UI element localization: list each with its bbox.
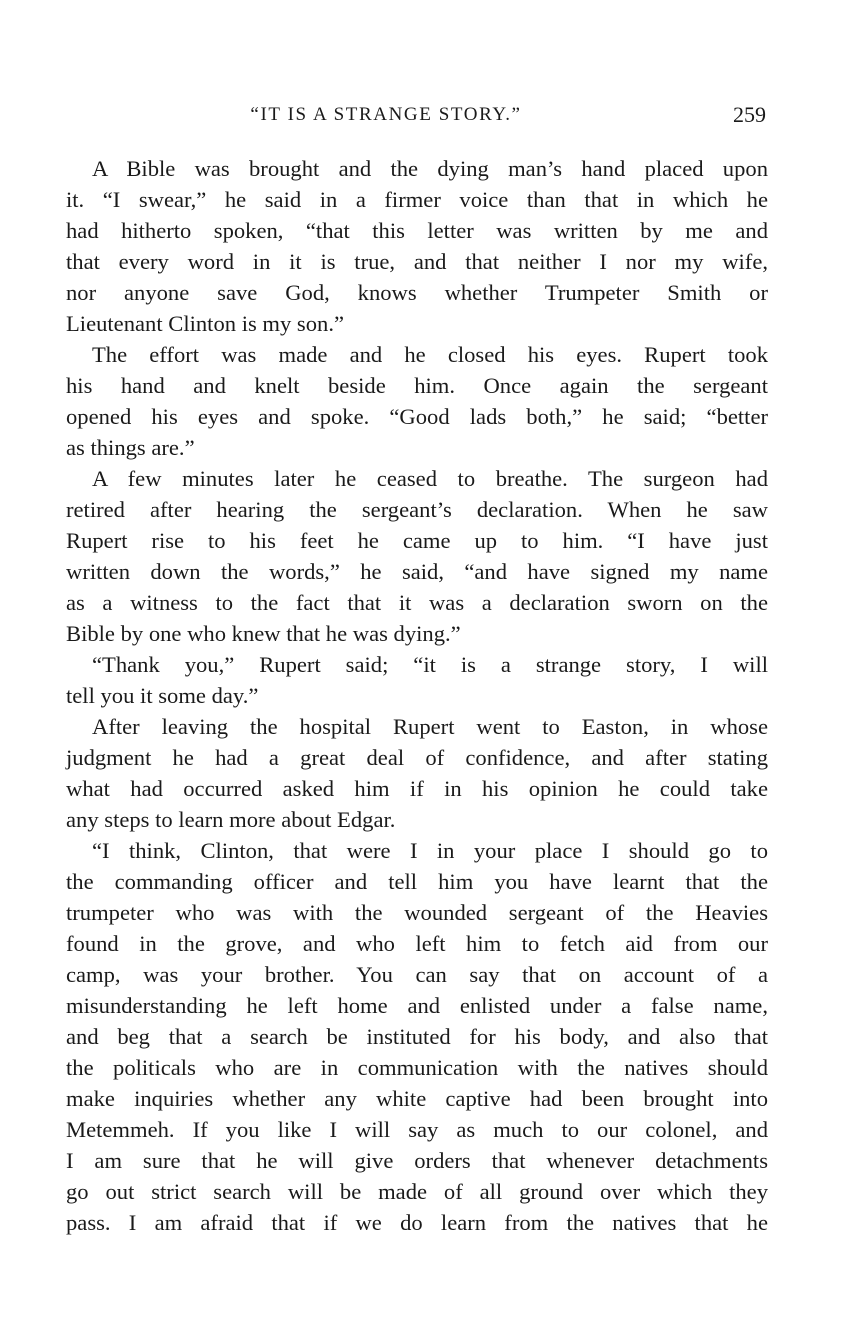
running-head: “IT IS A STRANGE STORY.” bbox=[250, 104, 522, 125]
text-line: and beg that a search be instituted for his body, and also that bbox=[66, 1024, 768, 1049]
text-line: “I think, Clinton, that were I in your place I should go to bbox=[92, 838, 768, 863]
text-line: Lieutenant Clinton is my son.” bbox=[66, 311, 344, 336]
text-line: Bible by one who knew that he was dying.” bbox=[66, 621, 461, 646]
page-header bbox=[66, 104, 766, 134]
text-line: pass. I am afraid that if we do learn from the natives that he bbox=[66, 1210, 768, 1235]
text-line: that every word in it is true, and that neither I nor my wife, bbox=[66, 249, 768, 274]
text-line: judgment he had a great deal of confidence, and after stating bbox=[66, 745, 768, 770]
text-line: as a witness to the fact that it was a declaration sworn on the bbox=[66, 590, 768, 615]
text-line: A few minutes later he ceased to breathe. The surgeon had bbox=[92, 466, 768, 491]
text-line: retired after hearing the sergeant’s declaration. When he saw bbox=[66, 497, 768, 522]
text-line: “Thank you,” Rupert said; “it is a strange story, I will bbox=[92, 652, 768, 677]
text-line: nor anyone save God, knows whether Trumpeter Smith or bbox=[66, 280, 768, 305]
text-line: A Bible was brought and the dying man’s hand placed upon bbox=[92, 156, 768, 181]
text-line: as things are.” bbox=[66, 435, 195, 460]
text-line: camp, was your brother. You can say that on account of a bbox=[66, 962, 768, 987]
text-line: Rupert rise to his feet he came up to him. “I have just bbox=[66, 528, 768, 553]
text-line: go out strict search will be made of all ground over which they bbox=[66, 1179, 768, 1204]
text-line: what had occurred asked him if in his opinion he could take bbox=[66, 776, 768, 801]
text-line: trumpeter who was with the wounded sergeant of the Heavies bbox=[66, 900, 768, 925]
body-text bbox=[66, 153, 768, 1238]
text-line: any steps to learn more about Edgar. bbox=[66, 807, 396, 832]
text-line: tell you it some day.” bbox=[66, 683, 259, 708]
text-line: found in the grove, and who left him to fetch aid from our bbox=[66, 931, 768, 956]
text-line: The effort was made and he closed his eyes. Rupert took bbox=[92, 342, 768, 367]
text-line: the commanding officer and tell him you have learnt that the bbox=[66, 869, 768, 894]
text-line: make inquiries whether any white captive had been brought into bbox=[66, 1086, 768, 1111]
page-number: 259 bbox=[733, 102, 766, 127]
text-line: it. “I swear,” he said in a firmer voice than that in which he bbox=[66, 187, 768, 212]
text-line: written down the words,” he said, “and have signed my name bbox=[66, 559, 768, 584]
text-line: After leaving the hospital Rupert went to Easton, in whose bbox=[92, 714, 768, 739]
text-line: I am sure that he will give orders that whenever detachments bbox=[66, 1148, 768, 1173]
text-line: misunderstanding he left home and enlisted under a false name, bbox=[66, 993, 768, 1018]
text-line: the politicals who are in communication with the natives should bbox=[66, 1055, 768, 1080]
text-line: had hitherto spoken, “that this letter was written by me and bbox=[66, 218, 768, 243]
text-line: Metemmeh. If you like I will say as much to our colonel, and bbox=[66, 1117, 768, 1142]
text-line: opened his eyes and spoke. “Good lads both,” he said; “better bbox=[66, 404, 768, 429]
text-line: his hand and knelt beside him. Once again the sergeant bbox=[66, 373, 768, 398]
